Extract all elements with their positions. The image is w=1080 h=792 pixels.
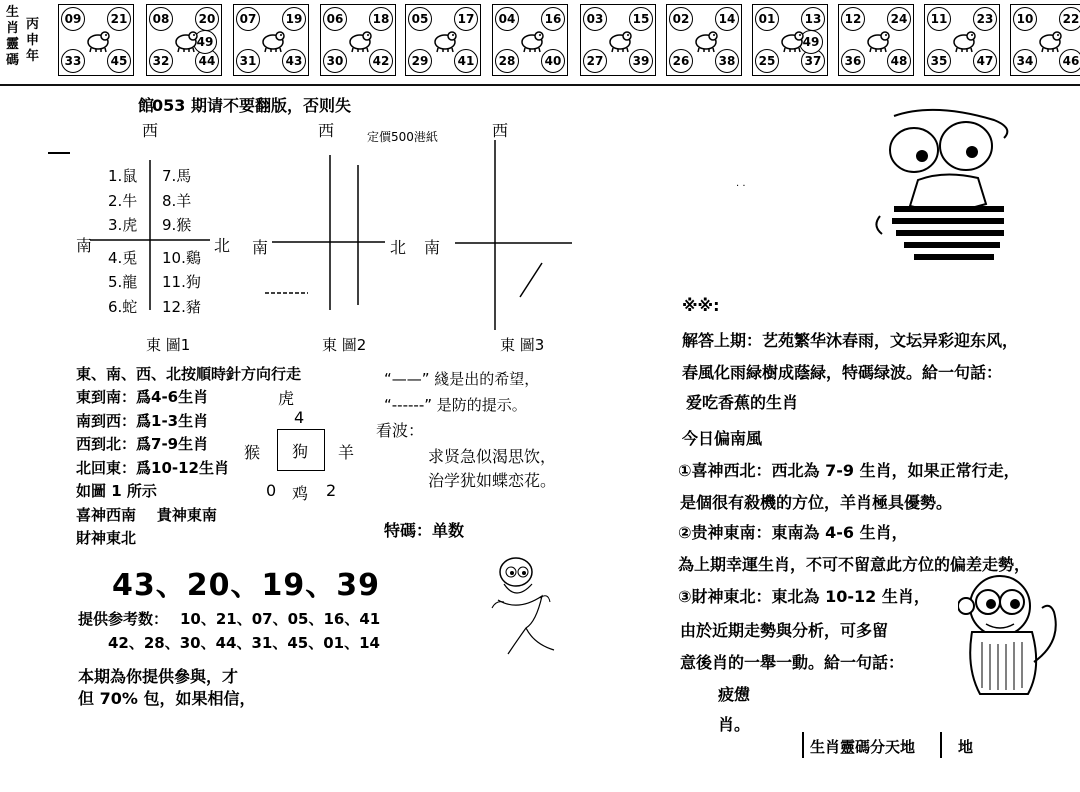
zodiac-cell: [58, 4, 134, 76]
number-top-right: 14: [715, 7, 739, 31]
number-top-right: 22: [1059, 7, 1080, 31]
zodiac-cell: [492, 4, 568, 76]
number-top-right: 24: [887, 7, 911, 31]
number-bottom-right: 42: [369, 49, 393, 73]
number-top-left: 02: [669, 7, 693, 31]
dots-marker: . .: [736, 178, 746, 189]
reference-line-2: 42、28、30、44、31、45、01、14: [108, 634, 380, 652]
rule-line: 北回東：爲10-12生肖: [76, 458, 229, 477]
number-top-right: 16: [541, 7, 565, 31]
price-label: 定價500港紙: [367, 130, 438, 144]
answer-line-3: 爱吃香蕉的生肖: [686, 393, 799, 412]
reference-line-1: 10、21、07、05、16、41: [180, 610, 381, 628]
number-top-left: 05: [408, 7, 432, 31]
answer-line-1: 解答上期：艺苑繁华沐春雨，文坛异彩迎东风，: [682, 331, 1019, 350]
zodiac-item: 8.羊: [162, 191, 192, 210]
number-bottom-right: 41: [454, 49, 478, 73]
compass-west-2: 西: [318, 121, 335, 140]
number-bottom-right: 43: [282, 49, 306, 73]
zodiac-cell: [580, 4, 656, 76]
zodiac-list-right: [162, 164, 201, 319]
zodiac-item: 7.馬: [162, 167, 192, 185]
number-bottom-left: 29: [408, 49, 432, 73]
point-2-line-a: ②贵神東南：東南為 4-6 生肖，: [678, 523, 908, 542]
rule-line: 南到西：爲1-3生肖: [76, 411, 209, 430]
number-bottom-left: 25: [755, 49, 779, 73]
point-1-line-b: 是個很有殺機的方位，羊肖極具優勢。: [680, 493, 953, 512]
zodiac-item: 10.鷄: [162, 248, 201, 267]
dog-icon: [951, 27, 977, 53]
cross-bottom-right-number: 2: [326, 481, 337, 500]
cross-bottom: 鸡: [292, 484, 309, 503]
zodiac-cell: [405, 4, 481, 76]
monkey-icon: [779, 27, 805, 53]
cross-right: 羊: [338, 443, 355, 462]
zodiac-item: 5.龍: [108, 273, 138, 291]
point-3-line-c: 意後肖的一舉一動。給一句話：: [680, 653, 905, 672]
figure-3-label: 東 圖3: [500, 336, 545, 354]
zodiac-item: 3.虎: [108, 216, 138, 234]
answer-line-2: 春風化雨緑樹成蔭緑，特碼绿波。給一句話：: [682, 363, 1003, 382]
zodiac-cell: [838, 4, 914, 76]
number-top-left: 10: [1013, 7, 1037, 31]
pig-icon: [1037, 27, 1063, 53]
number-top-left: 07: [236, 7, 260, 31]
rat-icon: [85, 27, 111, 53]
point-3-line-b: 由於近期走勢與分析，可多留: [680, 621, 889, 640]
zodiac-cell: [1010, 4, 1080, 76]
footer-title: 生肖靈碼分天地: [810, 738, 916, 756]
number-bottom-left: 26: [669, 49, 693, 73]
number-bottom-right: 45: [107, 49, 131, 73]
number-bottom-right: 37: [801, 49, 825, 73]
compass-south-2: 南: [252, 238, 269, 257]
compass-south-1: 南: [76, 236, 93, 255]
reference-label: 提供参考数：: [78, 610, 169, 628]
number-top-right: 15: [629, 7, 653, 31]
number-middle: 49: [193, 30, 217, 54]
point-3-line-a: ③財神東北：東北為 10-12 生肖，: [678, 587, 930, 606]
cross-top-number: 4: [294, 408, 305, 427]
number-bottom-right: 47: [973, 49, 997, 73]
rule-line: 喜神西南 貴神東南: [76, 505, 217, 524]
number-top-left: 09: [61, 7, 85, 31]
number-top-right: 13: [801, 7, 825, 31]
number-bottom-left: 34: [1013, 49, 1037, 73]
poem-line-2: 治学犹如蝶恋花。: [428, 471, 557, 490]
number-bottom-right: 44: [195, 49, 219, 73]
zodiac-item: 6.蛇: [108, 297, 138, 316]
compass-south-3: 南: [424, 238, 441, 257]
snake-icon: [519, 27, 545, 53]
number-bottom-left: 31: [236, 49, 260, 73]
number-bottom-left: 33: [61, 49, 85, 73]
zodiac-item: 9.猴: [162, 216, 192, 234]
number-top-right: 18: [369, 7, 393, 31]
cross-center: 狗: [292, 442, 309, 461]
vertical-title-char: 肖: [6, 21, 20, 36]
number-bottom-left: 28: [495, 49, 519, 73]
number-top-right: 23: [973, 7, 997, 31]
tema-label: 特碼：单数: [384, 521, 465, 540]
main-numbers: 43、20、19、39: [112, 568, 380, 603]
rules-list: [76, 386, 229, 551]
notice-text: 053 期请不要翻版，否则失: [152, 96, 351, 115]
compass-west-3: 西: [492, 121, 509, 140]
zodiac-number-strip: [0, 0, 1080, 80]
rabbit-icon: [347, 27, 373, 53]
zodiac-cell: [320, 4, 396, 76]
zodiac-item: 11.狗: [162, 273, 201, 291]
poem-line-1: 求贤急似渴思饮，: [428, 447, 557, 466]
zodiac-item: 2.牛: [108, 191, 138, 210]
compass-north-1: 北: [214, 236, 231, 255]
zodiac-item: 4.兎: [108, 248, 138, 267]
footer-tail: 地: [958, 738, 974, 756]
notice-prefix: 館: [138, 96, 155, 115]
rule-line: 財神東北: [76, 529, 137, 547]
striped-cartoon-icon: [874, 108, 1024, 268]
footer-left-line-2: 但 70% 包，如果相信，: [78, 689, 256, 708]
number-top-left: 08: [149, 7, 173, 31]
number-top-right: 21: [107, 7, 131, 31]
rules-intro: 東、南、西、北按順時針方向行走: [76, 365, 302, 383]
number-bottom-left: 27: [583, 49, 607, 73]
vertical-title-char: 生: [6, 5, 20, 20]
zodiac-cell: [233, 4, 309, 76]
figure-1-label: 東 圖1: [146, 336, 191, 354]
cross-bottom-left-number: 0: [266, 481, 277, 500]
legend-solid-line: “——” 綫是出的希望，: [384, 370, 540, 388]
number-top-right: 17: [454, 7, 478, 31]
compass-north-2: 北: [390, 238, 407, 257]
vertical-title-char: 靈: [6, 37, 20, 52]
note-marks: ※※:: [682, 296, 720, 315]
number-bottom-right: 40: [541, 49, 565, 73]
number-bottom-left: 30: [323, 49, 347, 73]
number-top-left: 01: [755, 7, 779, 31]
goat-icon: [693, 27, 719, 53]
horse-icon: [607, 27, 633, 53]
zodiac-list-left: [108, 164, 137, 319]
kanbo-label: 看波：: [376, 421, 425, 440]
rooster-icon: [865, 27, 891, 53]
point-1-line-a: ①喜神西北：西北為 7-9 生肖，如果正常行走，: [678, 461, 1020, 480]
monkey-cartoon-icon: [958, 572, 1068, 702]
rule-line: 西到北：爲7-9生肖: [76, 435, 209, 453]
zodiac-cell: [146, 4, 222, 76]
rule-line: 如圖 1 所示: [76, 482, 157, 500]
number-top-left: 04: [495, 7, 519, 31]
number-bottom-right: 48: [887, 49, 911, 73]
number-bottom-right: 46: [1059, 49, 1080, 73]
number-top-left: 12: [841, 7, 865, 31]
number-bottom-right: 39: [629, 49, 653, 73]
number-top-right: 19: [282, 7, 306, 31]
number-bottom-left: 36: [841, 49, 865, 73]
vertical-title: [2, 4, 48, 76]
tiger-icon: [260, 27, 286, 53]
ox-icon: [173, 27, 199, 53]
number-bottom-left: 35: [927, 49, 951, 73]
footer-left-line-1: 本期為你提供參與，才: [78, 667, 239, 686]
zodiac-cell: [924, 4, 1000, 76]
legend-dashed-line: “------” 是防的提示。: [384, 396, 527, 414]
header-divider: [0, 84, 1080, 86]
number-middle: 49: [799, 30, 823, 54]
number-top-left: 11: [927, 7, 951, 31]
rule-line: 東到南：爲4-6生肖: [76, 388, 209, 406]
number-top-right: 20: [195, 7, 219, 31]
number-top-left: 06: [323, 7, 347, 31]
cross-left: 猴: [244, 443, 261, 462]
today-wind: 今日偏南風: [682, 429, 763, 448]
number-bottom-left: 32: [149, 49, 173, 73]
zodiac-item: 1.鼠: [108, 167, 138, 185]
dragon-icon: [432, 27, 458, 53]
zodiac-item: 12.豬: [162, 297, 201, 316]
vertical-title-char: 年: [26, 49, 40, 64]
cartoon-character-icon: [478, 552, 568, 662]
figure-2-label: 東 圖2: [322, 336, 367, 354]
cross-top: 虎: [278, 389, 295, 408]
zodiac-cell: [752, 4, 828, 76]
compass-west-1: 西: [142, 121, 159, 140]
vertical-title-char: 申: [26, 33, 40, 48]
hint-phrase-1: 疲憊: [718, 685, 751, 704]
hint-phrase-2: 肖。: [718, 715, 751, 734]
vertical-title-char: 碼: [6, 53, 20, 68]
number-top-left: 03: [583, 7, 607, 31]
number-bottom-right: 38: [715, 49, 739, 73]
zodiac-cell: [666, 4, 742, 76]
vertical-title-char: 丙: [26, 17, 40, 32]
point-2-line-b: 為上期幸運生肖，不可不留意此方位的偏差走勢，: [678, 555, 1031, 574]
